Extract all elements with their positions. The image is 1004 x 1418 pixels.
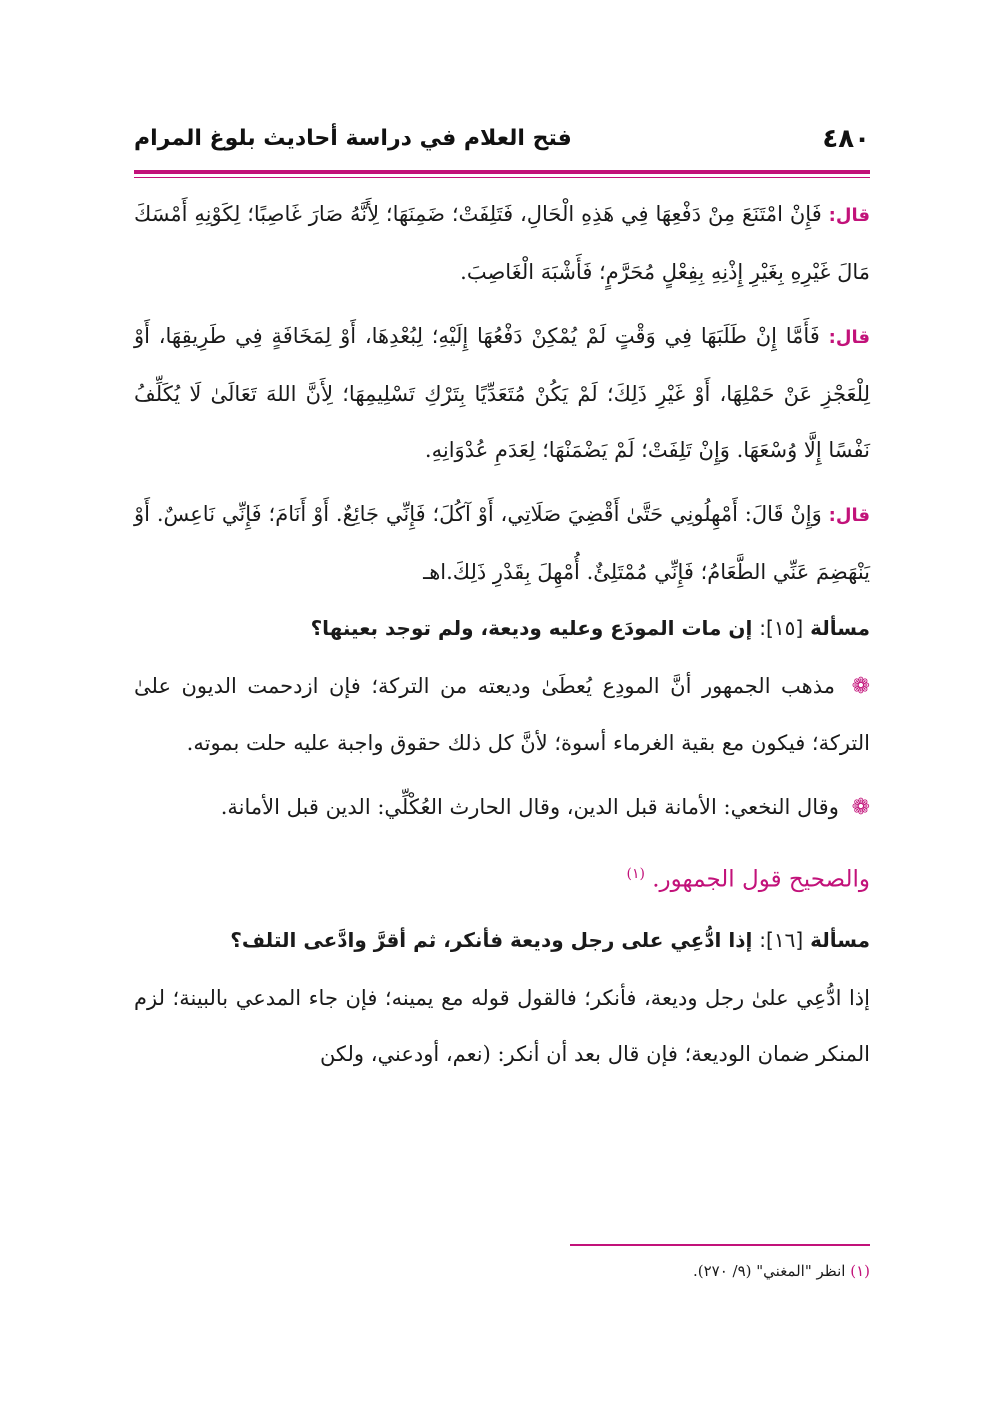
paragraph-text: وَإِنْ قَالَ: أَمْهِلُونِي حَتَّىٰ أَقْضِيَ صَلَاتِي، أَوْ آكُلَ؛ فَإِنِّي جَائِعٌ. أَوْ أَنَامَ؛ فَإِنِّي نَاعِسٌ. أَوْ يَنْهَضِمَ عَنِّي الطَّعَامُ؛ فَإِنِّي مُمْتَلِئٌ. أُمْهِلَ بِقَدْرِ ذَلِكَ.اهـ: [134, 502, 870, 584]
flower-ornament-icon: ❁: [851, 674, 870, 699]
paragraph-text: مذهب الجمهور أنَّ المودِع يُعطَىٰ وديعته من التركة؛ فإن ازدحمت الديون علىٰ التركة؛ فيكون مع بقية الغرماء أسوة؛ لأنَّ كل ذلك حقوق واجبة عليه حلت بموته.: [134, 674, 870, 755]
paragraph-section-16: [134, 970, 870, 1082]
paragraph-qal-1: [134, 186, 870, 300]
header-rule-thin: [134, 177, 870, 178]
paragraph-text: فَأَمَّا إِنْ طَلَبَهَا فِي وَقْتٍ لَمْ يُمْكِنْ دَفْعُهَا إِلَيْهِ؛ لِبُعْدِهَا، أَوْ لِمَخَافَةٍ فِي طَرِيقِهَا، أَوْ لِلْعَجْزِ عَنْ حَمْلِهَا، أَوْ غَيْرِ ذَلِكَ؛ لَمْ يَكُنْ مُتَعَدِّيًا بِتَرْكِ تَسْلِيمِهَا؛ لِأَنَّ اللهَ تَعَالَىٰ لَا يُكَلِّفُ نَفْسًا إِلَّا وُسْعَهَا. وَإِنْ تَلِفَتْ؛ لَمْ يَضْمَنْهَا؛ لِعَدَمِ عُدْوَانِهِ.: [134, 324, 870, 462]
footnote-text: انظر "المغني" (٩/ ٢٧٠).: [692, 1262, 846, 1280]
conclusion-text: والصحيح قول الجمهور.: [652, 866, 870, 893]
qal-label: قال:: [828, 327, 871, 348]
conclusion-line: [134, 844, 870, 910]
footnote-rule: [570, 1244, 870, 1246]
header-rule-thick: [134, 170, 870, 174]
page-number: ٤٨٠: [822, 124, 870, 154]
flower-ornament-icon: ❁: [851, 795, 870, 820]
paragraph-text: إذا ادُّعِي علىٰ رجل وديعة، فأنكر؛ فالقول قوله مع يمينه؛ فإن جاء المدعي بالبينة؛ لزم المنكر ضمان الوديعة؛ فإن قال بعد أن أنكر: (نعم، أودعني، ولكن: [134, 985, 870, 1066]
footnote-ref[interactable]: (١): [626, 866, 645, 882]
masala-label: مسألة: [810, 927, 870, 952]
footnote: [134, 1262, 870, 1280]
masala-title: إذا ادُّعِي على رجل وديعة فأنكر، ثم أقرَّ وادَّعى التلف؟: [230, 927, 753, 952]
page-body: [134, 186, 870, 1090]
book-title: فتح العلام في دراسة أحاديث بلوغ المرام: [134, 126, 572, 151]
paragraph-qal-3: [134, 486, 870, 600]
page-header: [134, 124, 870, 168]
footnote-mark: (١): [850, 1262, 870, 1280]
qal-label: قال:: [828, 205, 870, 226]
masala-number: [١٦]:: [759, 927, 804, 952]
bullet-paragraph-2: [134, 779, 870, 836]
masala-15-heading: [134, 608, 870, 648]
masala-16-heading: [134, 920, 870, 960]
masala-number: [١٥]:: [759, 616, 804, 640]
paragraph-text: فَإِنْ امْتَنَعَ مِنْ دَفْعِهَا فِي هَذِهِ الْحَالِ، فَتَلِفَتْ؛ ضَمِنَهَا؛ لِأَنَّهُ صَارَ غَاصِبًا؛ لِكَوْنِهِ أَمْسَكَ مَالَ غَيْرِهِ بِغَيْرِ إِذْنِهِ بِفِعْلٍ مُحَرَّمٍ؛ فَأَشْبَهَ الْغَاصِبَ.: [134, 202, 870, 284]
bullet-paragraph-1: [134, 658, 870, 771]
paragraph-text: وقال النخعي: الأمانة قبل الدين، وقال الحارث العُكْلِّي: الدين قبل الأمانة.: [220, 795, 839, 819]
masala-title: إن مات المودَع وعليه وديعة، ولم توجد بعينها؟: [310, 616, 753, 640]
masala-label: مسألة: [810, 616, 870, 640]
paragraph-qal-2: [134, 308, 870, 478]
qal-label: قال:: [828, 505, 870, 526]
